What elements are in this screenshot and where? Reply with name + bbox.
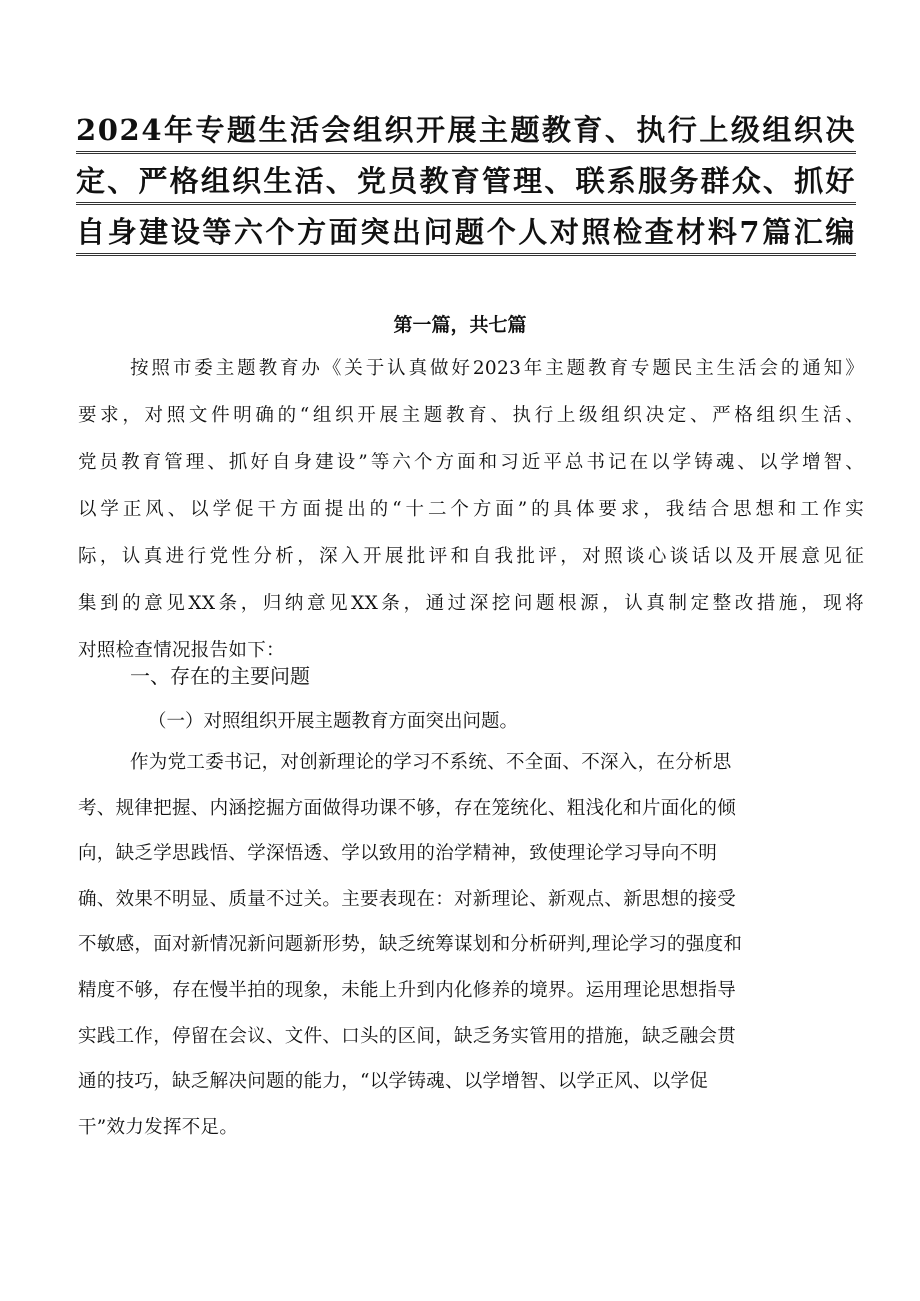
paragraph-line: 考、规律把握、内涵挖掘方面做得功课不够，存在笼统化、粗浅化和片面化的倾 (78, 797, 737, 819)
paragraph-line: 对照检查情况报告如下： (78, 640, 285, 661)
paragraph-line: 向，缺乏学思践悟、学深悟透、学以致用的治学精神，致使理论学习导向不明 (78, 843, 718, 865)
paragraph-line: 确、效果不明显、质量不过关。主要表现在：对新理论、新观点、新思想的接受 (78, 888, 737, 910)
paragraph-line: 要求，对照文件明确的“组织开展主题教育、执行上级组织决定、严格组织生活、 (78, 405, 864, 426)
body-paragraph (78, 740, 848, 1150)
paragraph-line: 通的技巧，缺乏解决问题的能力，“以学铸魂、以学增智、以学正风、以学促 (78, 1071, 709, 1093)
title-line: 自身建设等六个方面突出问题个人对照检查材料7篇汇编 (76, 208, 856, 256)
section-heading: 一、存在的主要问题 (130, 666, 310, 688)
paragraph-line: 精度不够，存在慢半拍的现象，未能上升到内化修养的境界。运用理论思想指导 (78, 979, 737, 1001)
paragraph-line: 干”效力发挥不足。 (78, 1116, 239, 1138)
paragraph-line: 作为党工委书记，对创新理论的学习不系统、不全面、不深入，在分析思 (130, 752, 732, 773)
intro-paragraph (78, 345, 864, 674)
paragraph-line: 党员教育管理、抓好自身建设”等六个方面和习近平总书记在以学铸魂、以学增智、 (78, 452, 864, 473)
paragraph-line: 际，认真进行党性分析，深入开展批评和自我批评，对照谈心谈话以及开展意见征 (78, 546, 864, 567)
paragraph-line: 按照市委主题教育办《关于认真做好2023年主题教育专题民主生活会的通知》 (130, 358, 864, 379)
title-line: 2024年专题生活会组织开展主题教育、执行上级组织决 (76, 106, 856, 154)
paragraph-line: 以学正风、以学促干方面提出的“十二个方面”的具体要求，我结合思想和工作实 (78, 499, 864, 520)
paragraph-line: 集到的意见XX条，归纳意见XX条，通过深挖问题根源，认真制定整改措施，现将 (78, 593, 864, 614)
document-title (76, 106, 856, 259)
title-line: 定、严格组织生活、党员教育管理、联系服务群众、抓好 (76, 157, 856, 205)
sub-heading: （一）对照组织开展主题教育方面突出问题。 (148, 711, 519, 732)
paragraph-line: 实践工作，停留在会议、文件、口头的区间，缺乏务实管用的措施，缺乏融会贯 (78, 1025, 737, 1047)
paragraph-line: 不敏感，面对新情况新问题新形势，缺乏统筹谋划和分析研判,理论学习的强度和 (78, 934, 743, 956)
document-subtitle: 第一篇，共七篇 (393, 315, 527, 336)
